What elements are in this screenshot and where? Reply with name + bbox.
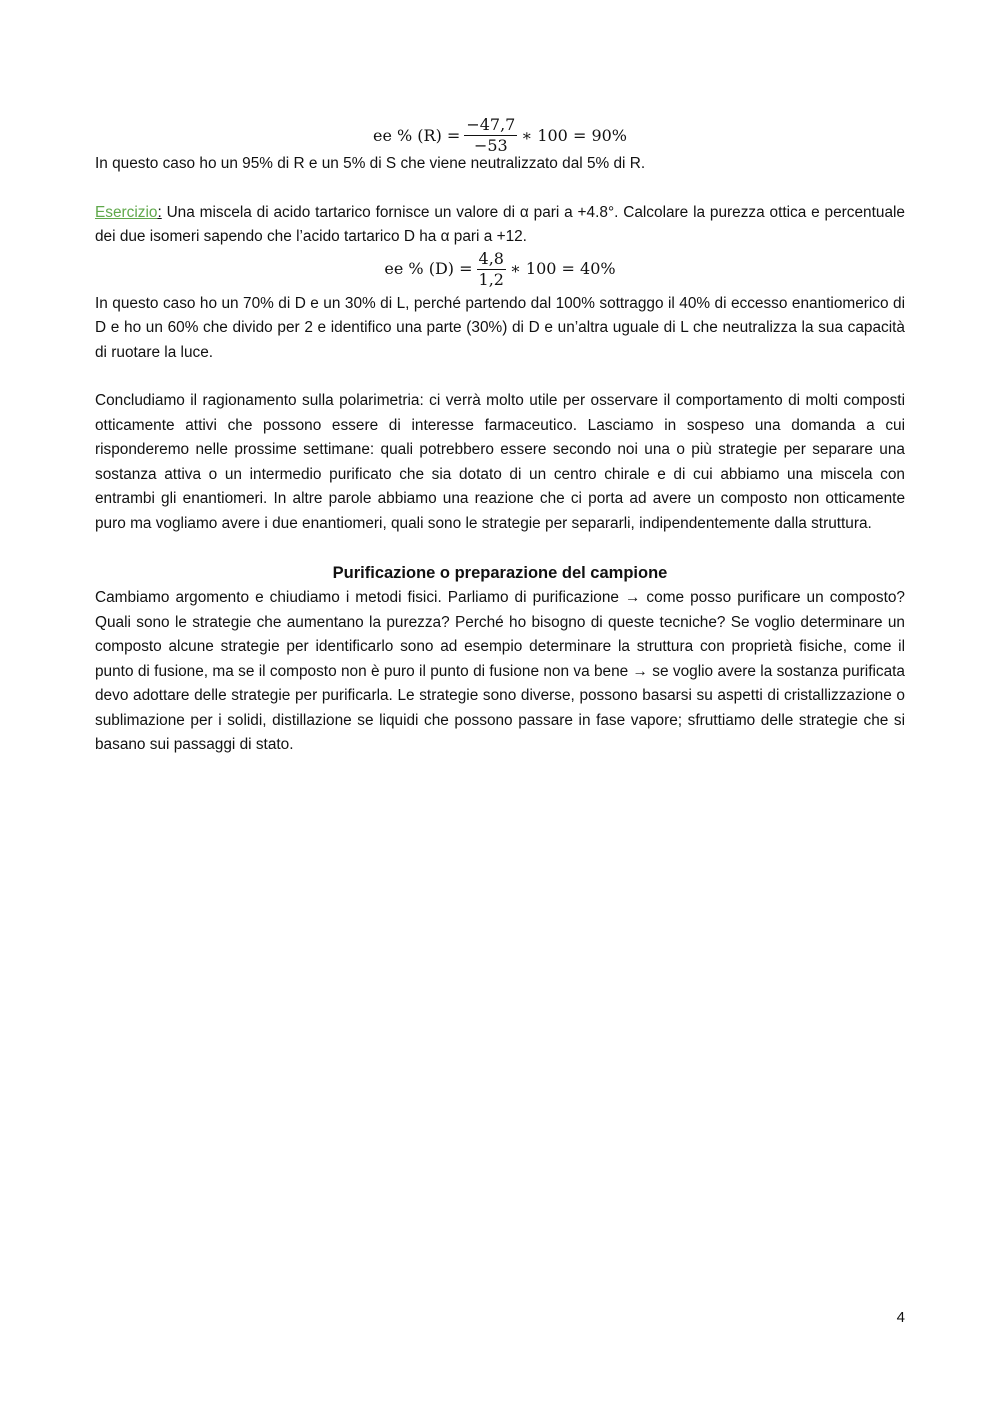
exercise-colon: : [157, 203, 162, 221]
document-page [95, 0, 905, 758]
formula-rhs: ∗ 100 = 90% [521, 125, 627, 145]
page-number: 4 [896, 1309, 905, 1326]
formula-denominator: 1,2 [478, 269, 504, 289]
formula-numerator: −47,7 [466, 115, 516, 134]
formula-fraction [464, 117, 517, 154]
exercise-label: Esercizio [95, 203, 158, 221]
formula-rhs: ∗ 100 = 40% [509, 259, 616, 278]
formula-fraction [477, 248, 506, 289]
paragraph-polarimetry-conclusion: Concludiamo il ragionamento sulla polarimetria: ci verrà molto utile per osservare il comportamento di molti composti otticamente attivi che possono essere di interesse farmaceutico. Lasciamo in sospeso una domanda a cui risponderemo nelle prossime settimane: quali potrebbero essere secondo noi una o più strategie per separare una sostanza attiva o un intermedio purificato che sia dotato di un centro chirale e di cui abbiamo una miscela con entrambi gli enantiomeri. In altre parole abbiamo una reazione che ci porta ad avere un composto non otticamente puro ma vogliamo avere i due enantiomeri, quali sono le strategie per separarli, indipendentemente dalla struttura. [95, 392, 905, 532]
section-heading: Purificazione o preparazione del campione [332, 564, 668, 582]
paragraph-result-r: In questo caso ho un 95% di R e un 5% di S che viene neutralizzato dal 5% di R. [95, 155, 646, 172]
formula-lhs: ee % (R) = [372, 125, 461, 145]
formula-denominator: −53 [473, 136, 508, 155]
paragraph-result-d: In questo caso ho un 70% di D e un 30% di L, perché partendo dal 100% sottraggo il 40% di eccesso enantiomerico di D e ho un 60% che divido per 2 e identifico una parte (30%) di D e un’altra uguale di L che neutralizza la sua capacità di ruotare la luce. [95, 294, 905, 361]
formula-lhs: ee % (D) = [384, 259, 473, 278]
formula-ee-d [95, 248, 905, 289]
paragraph-purification: Cambiamo argomento e chiudiamo i metodi fisici. Parliamo di purificazione → come posso purificare un composto? Quali sono le strategie che aumentano la purezza? Perché ho bisogno di queste tecniche? Se voglio determinare un composto alcune strategie per identificarlo sono ad esempio determinare la struttura con proprietà fisiche, come il punto di fusione, ma se il composto non è puro il punto di fusione non va bene → se voglio avere la sostanza purificata devo adottare delle strategie per purificarla. Le strategie sono diverse, possono basarsi su aspetti di cristallizzazione o sublimazione per i solidi, distillazione se liquidi che possono passare in fase vapore; sfruttiamo delle strategie che si basano sui passaggi di stato. [95, 589, 905, 753]
paragraph-exercise [95, 201, 905, 250]
exercise-text: Una miscela di acido tartarico fornisce un valore di α pari a +4.8°. Calcolare la purezza ottica e percentuale dei due isomeri sapendo che l’acido tartarico D ha α pari a +12. [95, 203, 905, 245]
formula-ee-r [95, 117, 905, 154]
formula-numerator: 4,8 [478, 248, 504, 268]
